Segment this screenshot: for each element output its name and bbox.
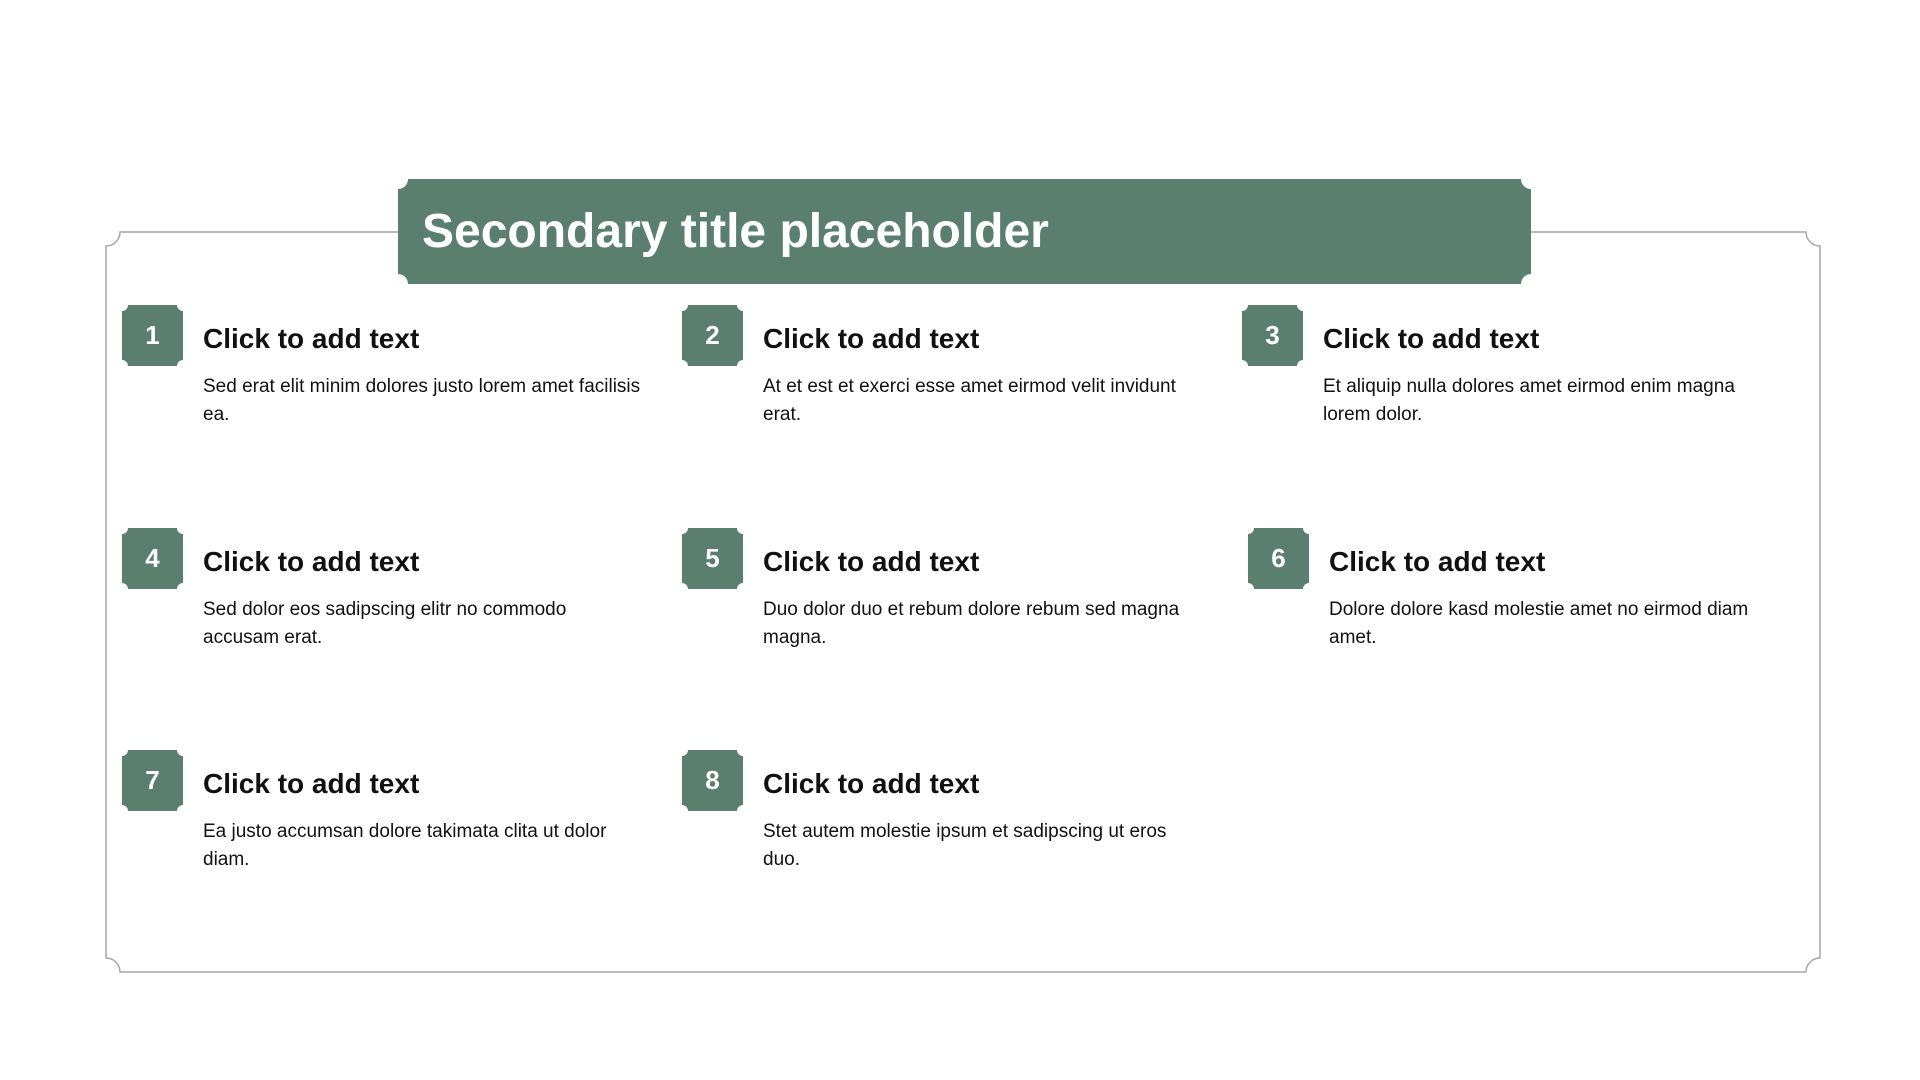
number-badge (1248, 528, 1309, 589)
item-heading[interactable]: Click to add text (203, 768, 420, 799)
list-item (682, 750, 1202, 950)
list-item (682, 305, 1202, 505)
list-item (122, 528, 642, 728)
number-badge (682, 305, 743, 366)
item-body[interactable]: Duo dolor duo et rebum dolore rebum sed magna magna. (763, 599, 1180, 648)
number-badge (122, 528, 183, 589)
list-item (1248, 528, 1768, 728)
page-title[interactable]: Secondary title placeholder (422, 205, 1049, 258)
item-heading[interactable]: Click to add text (203, 546, 420, 577)
item-heading[interactable]: Click to add text (763, 323, 980, 354)
item-heading[interactable]: Click to add text (763, 546, 980, 577)
badge-number: 4 (145, 543, 160, 573)
list-item (1242, 305, 1762, 505)
badge-number: 2 (705, 320, 720, 350)
badge-number: 8 (705, 765, 720, 795)
item-body[interactable]: Et aliquip nulla dolores amet eirmod enim magna lorem dolor. (1323, 376, 1735, 425)
list-item (122, 305, 642, 505)
badge-number: 7 (145, 765, 160, 795)
item-heading[interactable]: Click to add text (203, 323, 420, 354)
number-badge (1242, 305, 1303, 366)
item-heading[interactable]: Click to add text (1323, 323, 1540, 354)
badge-number: 6 (1271, 543, 1286, 573)
list-item (682, 528, 1202, 728)
item-body[interactable]: Stet autem molestie ipsum et sadipscing ut eros duo. (763, 821, 1167, 870)
item-body[interactable]: At et est et exerci esse amet eirmod velit invidunt erat. (763, 376, 1176, 425)
number-badge (122, 305, 183, 366)
list-item (122, 750, 642, 950)
number-badge (682, 528, 743, 589)
item-body[interactable]: Dolore dolore kasd molestie amet no eirmod diam amet. (1329, 599, 1749, 648)
item-heading[interactable]: Click to add text (763, 768, 980, 799)
number-badge (122, 750, 183, 811)
item-body[interactable]: Sed erat elit minim dolores justo lorem amet facilisis ea. (203, 376, 641, 425)
item-body[interactable]: Ea justo accumsan dolore takimata clita ut dolor diam. (203, 821, 607, 870)
badge-number: 5 (705, 543, 720, 573)
badge-number: 1 (145, 320, 160, 350)
number-badge (682, 750, 743, 811)
item-body[interactable]: Sed dolor eos sadipscing elitr no commodo accusam erat. (203, 599, 567, 648)
badge-number: 3 (1265, 320, 1280, 350)
title-banner (398, 179, 1531, 284)
item-heading[interactable]: Click to add text (1329, 546, 1546, 577)
